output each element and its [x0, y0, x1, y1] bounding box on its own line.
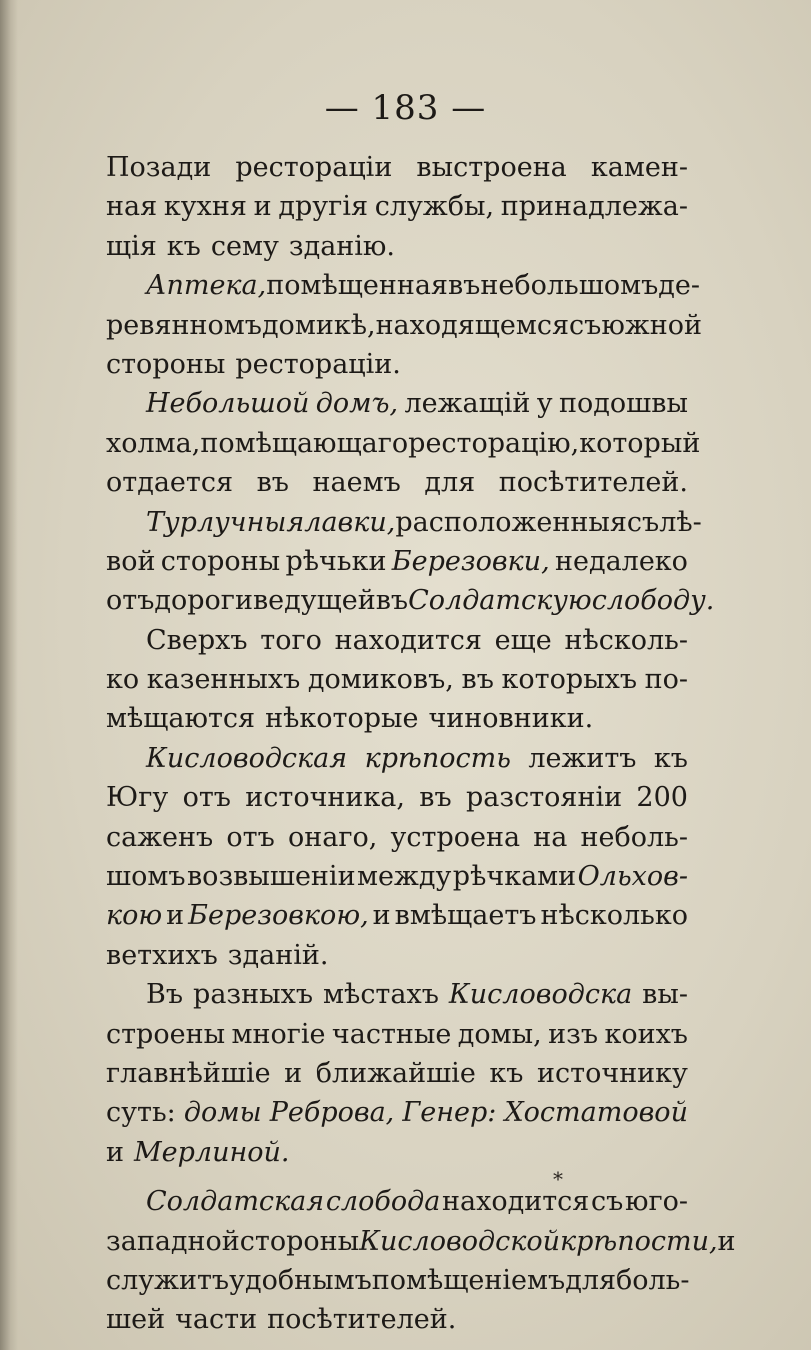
text-line-30: шей части посѣтителей. [106, 1304, 457, 1336]
text-line-27: Солдатская слобода находится съ юго- [146, 1186, 688, 1218]
text-line-28: западной стороны Кисловодской крѣпости, и [106, 1225, 736, 1257]
text-line-10: Турлучныя лавки, расположенныя съ лѣ- [146, 506, 702, 538]
text-line-6: стороны рестораціи. [106, 348, 401, 380]
text-line-29: служитъ удобнымъ помѣщеніемъ для боль- [106, 1264, 690, 1296]
text-line-19: шомъ возвышеніи между рѣчками Ольхов- [106, 861, 688, 893]
text-line-9: отдается въ наемъ для посѣтителей. [106, 467, 688, 499]
text-line-17: Югу отъ источника, въ разстояніи 200 [106, 782, 688, 814]
text-line-4: Аптека, помѣщенная въ небольшомъ де- [146, 270, 700, 302]
text-line-21: ветхихъ зданій. [106, 939, 329, 971]
text-line-5: ревянномъ домикѣ, находящемся съ южной [106, 309, 702, 341]
text-line-3: щія къ сему зданію. [106, 230, 396, 262]
text-line-24: главнѣйшіе и ближайшіе къ источнику [106, 1057, 688, 1089]
text-line-2: ная кухня и другія службы, принадлежа- [106, 191, 688, 223]
body-text [106, 148, 736, 1340]
text-line-18: саженъ отъ онаго, устроена на неболь- [106, 821, 688, 853]
text-line-14: ко казенныхъ домиковъ, въ которыхъ по- [106, 664, 688, 696]
text-line-13: Сверхъ того находится еще нѣсколь- [146, 624, 688, 656]
text-line-16: Кисловодская крѣпость лежитъ къ [146, 742, 688, 774]
text-line-25: суть: домы Реброва, Генер: Хостатовой [106, 1097, 688, 1129]
text-line-22: Въ разныхъ мѣстахъ Кисловодска вы- [146, 979, 688, 1011]
text-line-20: кою и Березовкою, и вмѣщаетъ нѣсколько [106, 900, 688, 932]
text-line-1: Позади рестораціи выстроена камен- [106, 152, 688, 183]
text-line-26: и Мерлиной. [106, 1136, 290, 1168]
spine-shadow [0, 0, 18, 1350]
text-line-7: Небольшой домъ, лежащій у подошвы [146, 388, 688, 420]
text-line-11: вой стороны рѣчьки Березовки, недалеко [106, 545, 688, 577]
page-number: — 183 — [324, 88, 487, 128]
text-line-23: строены многіе частные домы, изъ коихъ [106, 1018, 688, 1050]
text-line-12: отъ дороги ведущей въ Солдатскую слободу. [106, 585, 715, 617]
footer-mark: * [553, 1167, 563, 1191]
text-line-8: холма, помѣщающаго ресторацію, который [106, 427, 701, 459]
text-line-15: мѣщаются нѣкоторые чиновники. [106, 703, 594, 735]
